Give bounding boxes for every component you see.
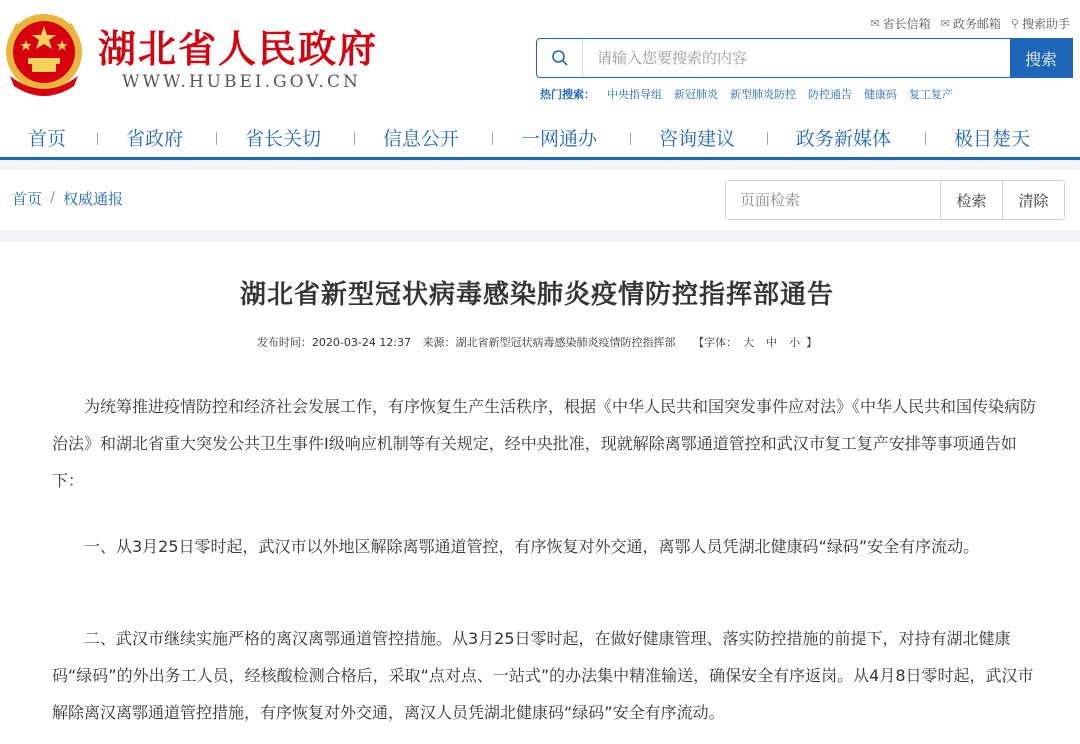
hot-search-item[interactable]: 复工复产 — [909, 88, 953, 101]
font-size-label-close: 】 — [806, 336, 818, 349]
paragraph-text: 为统筹推进疫情防控和经济社会发展工作，有序恢复生产生活秩序，根据《中华人民共和国突发事件应对法》《中华人民共和国传染病防治法》和湖北省重大突发公共卫生事件I级响应机制等有关规定，经中央批准，现就解除离鄂通道管控和武汉市复工复产安排等事项通告如下： — [52, 397, 1037, 490]
search-button[interactable]: 搜索 — [1010, 39, 1072, 77]
nav-consult-suggest[interactable]: 咨询建议 — [659, 128, 736, 150]
nav-divider — [925, 132, 926, 145]
font-small-option[interactable]: 小 — [789, 336, 801, 349]
article-title: 湖北省新型冠状病毒感染肺炎疫情防控指挥部通告 — [239, 280, 834, 310]
article-paragraph — [52, 528, 1042, 565]
hot-searches — [540, 86, 953, 102]
nav-divider — [767, 132, 768, 145]
hot-search-label: 热门搜索： — [540, 88, 595, 101]
nav-info-disclosure[interactable]: 信息公开 — [383, 128, 460, 150]
envelope-icon: ✉ — [940, 17, 950, 30]
font-medium-option[interactable]: 中 — [766, 336, 778, 349]
nav-divider — [216, 132, 217, 145]
main-nav — [0, 114, 1080, 160]
search-icon[interactable] — [537, 39, 583, 77]
article — [0, 242, 1080, 744]
article-meta — [0, 334, 1074, 350]
site-header — [0, 0, 1080, 112]
article-paragraph — [52, 620, 1042, 731]
nav-jimu-chutian[interactable]: 极目楚天 — [954, 128, 1031, 150]
breadcrumb-current[interactable]: 权威通报 — [63, 190, 124, 208]
nav-divider — [354, 132, 355, 145]
gov-email-label: 政务邮箱 — [952, 17, 1001, 31]
nav-divider — [630, 132, 631, 145]
national-emblem-icon — [2, 6, 86, 102]
site-search-input[interactable] — [583, 39, 1010, 77]
font-size-label-open: 【字体： — [693, 336, 738, 349]
clear-button[interactable]: 清除 — [1002, 181, 1064, 219]
font-large-option[interactable]: 大 — [743, 336, 755, 349]
site-search-box — [536, 38, 1073, 78]
search-assistant-label: 搜索助手 — [1021, 17, 1070, 31]
breadcrumb-bar — [0, 170, 1080, 230]
page-search-input[interactable] — [726, 181, 940, 219]
breadcrumb-home[interactable]: 首页 — [12, 190, 43, 208]
hot-search-item[interactable]: 防控通告 — [808, 88, 852, 101]
site-url[interactable]: WWW.HUBEI.GOV.CN — [122, 72, 361, 92]
gov-email-link[interactable] — [941, 15, 1001, 32]
paragraph-text: 二、武汉市继续实施严格的离汉离鄂通道管控措施。从3月25日零时起，在做好健康管理、落实防控措施的前提下，对持有湖北健康码“绿码”的外出务工人员，经核酸检测合格后，采取“点对点、一站式”的办法集中精准输送，确保安全有序返岗。从4月8日零时起，武汉市解除离汉离鄂通道管控措施，有序恢复对外交通，离汉人员凭湖北健康码“绿码”安全有序流动。 — [52, 629, 1034, 722]
nav-one-stop-service[interactable]: 一网通办 — [521, 128, 598, 150]
search-icon: ⚲ — [1010, 17, 1019, 30]
hot-search-item[interactable]: 中央指导组 — [607, 88, 662, 101]
nav-provincial-gov[interactable]: 省政府 — [126, 128, 184, 150]
breadcrumb — [12, 188, 123, 209]
publish-time: 发布时间：2020-03-24 12:37 — [256, 336, 412, 349]
search-assistant-link[interactable] — [1011, 15, 1070, 32]
site-title[interactable]: 湖北省人民政府 — [98, 27, 379, 71]
hot-search-item[interactable]: 健康码 — [864, 88, 897, 101]
governor-mailbox-label: 省长信箱 — [882, 17, 931, 31]
page-search-box — [725, 180, 1065, 220]
article-paragraph — [52, 388, 1042, 499]
nav-home[interactable]: 首页 — [28, 128, 67, 150]
hot-search-item[interactable]: 新型肺炎防控 — [730, 88, 796, 101]
paragraph-text: 一、从3月25日零时起，武汉市以外地区解除离鄂通道管控，有序恢复对外交通，离鄂人员凭湖北健康码“绿码”安全有序流动。 — [84, 537, 980, 556]
top-links — [870, 15, 1070, 32]
mail-icon: ✉ — [870, 17, 880, 30]
breadcrumb-separator: / — [50, 188, 56, 206]
nav-governor-concerns[interactable]: 省长关切 — [245, 128, 322, 150]
article-source: 来源：湖北省新型冠状病毒感染肺炎疫情防控指挥部 — [422, 336, 676, 349]
nav-new-media[interactable]: 政务新媒体 — [796, 128, 892, 150]
nav-divider — [97, 132, 98, 145]
governor-mailbox-link[interactable] — [870, 15, 930, 32]
page-search-button[interactable]: 检索 — [940, 181, 1002, 219]
nav-divider — [492, 132, 493, 145]
hot-search-item[interactable]: 新冠肺炎 — [674, 88, 718, 101]
font-size-control — [693, 336, 817, 349]
